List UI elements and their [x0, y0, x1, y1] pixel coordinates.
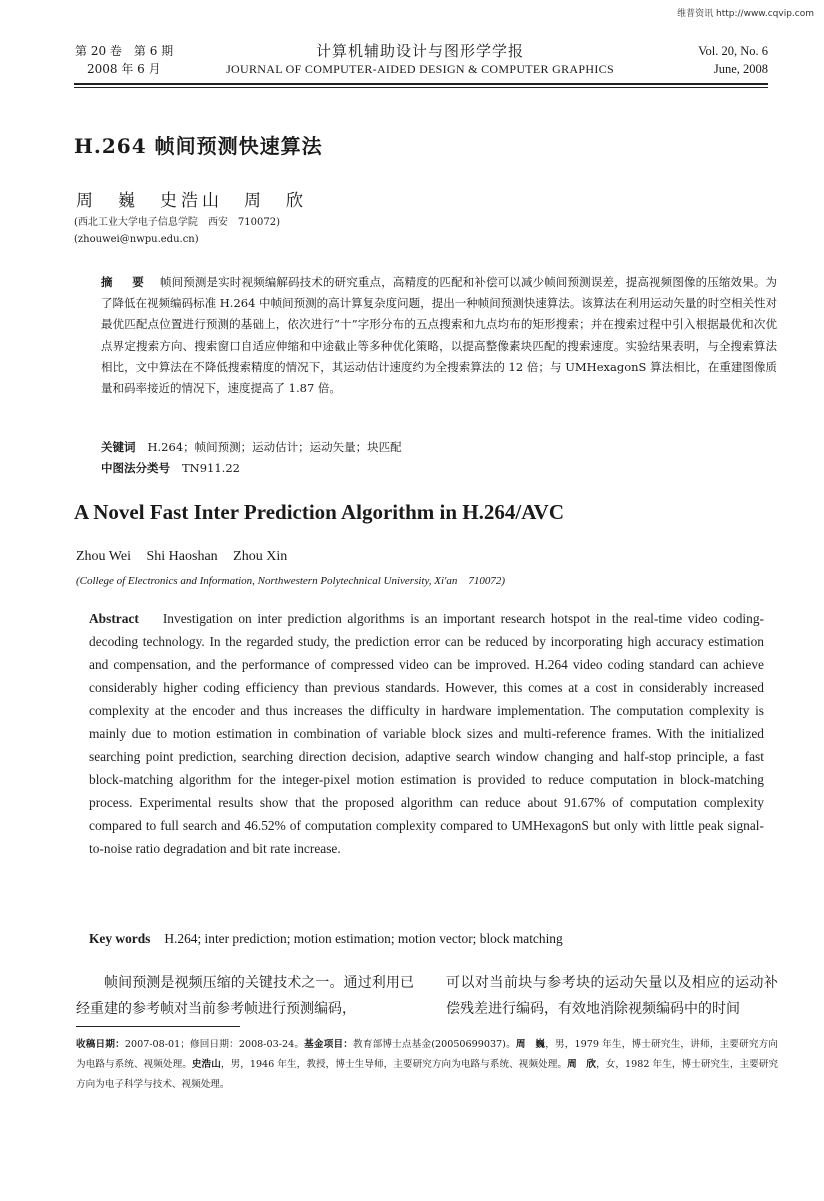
affiliation-cn-text: (西北工业大学电子信息学院 西安 710072): [74, 217, 280, 228]
date-cn: 2008 年 6 月: [87, 62, 161, 76]
bio-name-2: 史浩山: [191, 1059, 221, 1070]
bio-text-2: ，男，1946 年生，教授，博士生导师，主要研究方向为电路与系统、视频处理。: [220, 1059, 568, 1070]
keywords-en-text: H.264; inter prediction; motion estimation; motion vector; block matching: [164, 931, 563, 946]
abstract-en-label: Abstract: [89, 611, 139, 626]
keywords-en-label: Key words: [89, 931, 151, 946]
keywords-en: [89, 931, 563, 947]
classification-label: 中图法分类号: [101, 461, 170, 475]
abstract-en: [89, 607, 764, 860]
bio-text-1: ，男，1979 年生，博士研究生，讲师，主要研究方向为电路与系统、视频处理。: [76, 1039, 778, 1070]
fund-text: 教育部博士点基金(20050699037)。: [353, 1039, 516, 1050]
abstract-cn-text: 帧间预测是实时视频编解码技术的研究重点，高精度的匹配和补偿可以减少帧间预测误差，提高视频图像的压缩效果。为了降低在视频编码标准 H.264 中帧间预测的高计算复杂度问题，提出一种帧间预测快速算法。该算法在利用运动矢量的时空相关性对最优匹配点位置进行预测的基础上，依次进行“十”字形分布的五点搜索和九点均布的矩形搜索；并在搜索过程中引入根据最优和次优点界定搜索方向、搜索窗口自适应伸缩和中途截止等多种优化策略，以提高整像素块匹配的搜索速度。实验结果表明，与全搜索算法相比，文中算法在不降低搜索精度的情况下，其运动估计速度约为全搜索算法的 12 倍；与 UMHexagonS 算法相比，在重建图像质量和码率接近的情况下，速度提高了 1.87 倍。: [101, 275, 777, 396]
author-en-1: Zhou Wei: [76, 549, 131, 564]
affiliation-en: (College of Electronics and Information, Northwestern Polytechnical University, Xi'an 710072): [76, 575, 506, 587]
journal-name-cn: 计算机辅助设计与图形学学报: [315, 42, 524, 60]
authors-cn: 周 巍 史浩山 周 欣: [76, 191, 307, 211]
author-en-3: Zhou Xin: [233, 549, 288, 564]
keywords-cn-text: H.264；帧间预测；运动估计；运动矢量；块匹配: [147, 440, 402, 454]
journal-name-en: JOURNAL OF COMPUTER-AIDED DESIGN & COMPUTER GRAPHICS: [226, 62, 614, 76]
header-rule-thin: [74, 87, 768, 88]
received-label: 收稿日期：: [76, 1039, 125, 1050]
bio-name-3: 周 欣: [567, 1059, 597, 1070]
title-en: A Novel Fast Inter Prediction Algorithm in H.264/AVC: [74, 500, 564, 524]
bio-name-1: 周 巍: [515, 1039, 546, 1050]
authors-en: [76, 549, 299, 565]
journal-header: [200, 42, 640, 78]
classification-value: TN911.22: [182, 461, 240, 475]
abstract-cn-label: 摘 要: [101, 275, 148, 289]
body-column-left: 帧间预测是视频压缩的关键技术之一。通过利用已经重建的参考帧对当前参考帧进行预测编码，: [76, 975, 414, 1017]
fund-label: 基金项目：: [304, 1039, 354, 1050]
header-issue-cn: [75, 42, 173, 78]
bio-text-3: ，女，1982 年生，博士研究生，主要研究方向为电子科学与技术、视频处理。: [76, 1059, 779, 1090]
header-rule-thick: [74, 83, 768, 85]
abstract-en-text: Investigation on inter prediction algorithms is an important research hotspot in the real-time video coding-decoding technology. In the regarded study, the prediction error can be reduced by incorporating high accuracy estimation and compensation, and the performance of compressed video can be improved. H.264 video coding standard can achieve considerably higher coding efficiency than previous standards. However, this comes at a cost in considerably increased complexity at the encoder and thus increases the difficulty in hardware implementation. The computation complexity is mainly due to motion estimation in combination of variable block sizes and multi-reference frames. With the initialized searching point prediction, searching direction decision, adaptive search window changing and half-stop principle, a fast block-matching algorithm for the integer-pixel motion estimation is provided to reduce computation in block-matching process. Experimental results show that the proposed algorithm can reduce about 91.67% of computation complexity compared to full search and 46.52% of computation complexity compared to UMHexagonS but only with little peak signal-to-noise ratio degradation and bit rate increase.: [89, 611, 764, 856]
keywords-cn-label: 关键词: [101, 440, 136, 454]
author-en-2: Shi Haoshan: [146, 549, 218, 564]
affiliation-cn: [74, 214, 280, 248]
keywords-cn: [101, 437, 402, 479]
author-email[interactable]: (zhouwei@nwpu.edu.cn): [74, 234, 199, 245]
date-en: June, 2008: [713, 62, 768, 76]
body-column-right: 可以对当前块与参考块的运动矢量以及相应的运动补偿残差进行编码，有效地消除视频编码中的时间: [446, 975, 778, 1017]
received-dates: 2007-08-01；修回日期：2008-03-24。: [124, 1039, 305, 1050]
footnote-rule: [76, 1026, 240, 1027]
volume-cn: 第 20 卷 第 6 期: [75, 44, 174, 58]
watermark: 维普资讯 http://www.cqvip.com: [677, 9, 814, 19]
footnote: [76, 1035, 778, 1095]
title-cn: H.264 帧间预测快速算法: [74, 134, 323, 158]
abstract-cn: [101, 272, 777, 399]
volume-en: Vol. 20, No. 6: [698, 44, 768, 58]
header-issue-en: [698, 42, 768, 78]
